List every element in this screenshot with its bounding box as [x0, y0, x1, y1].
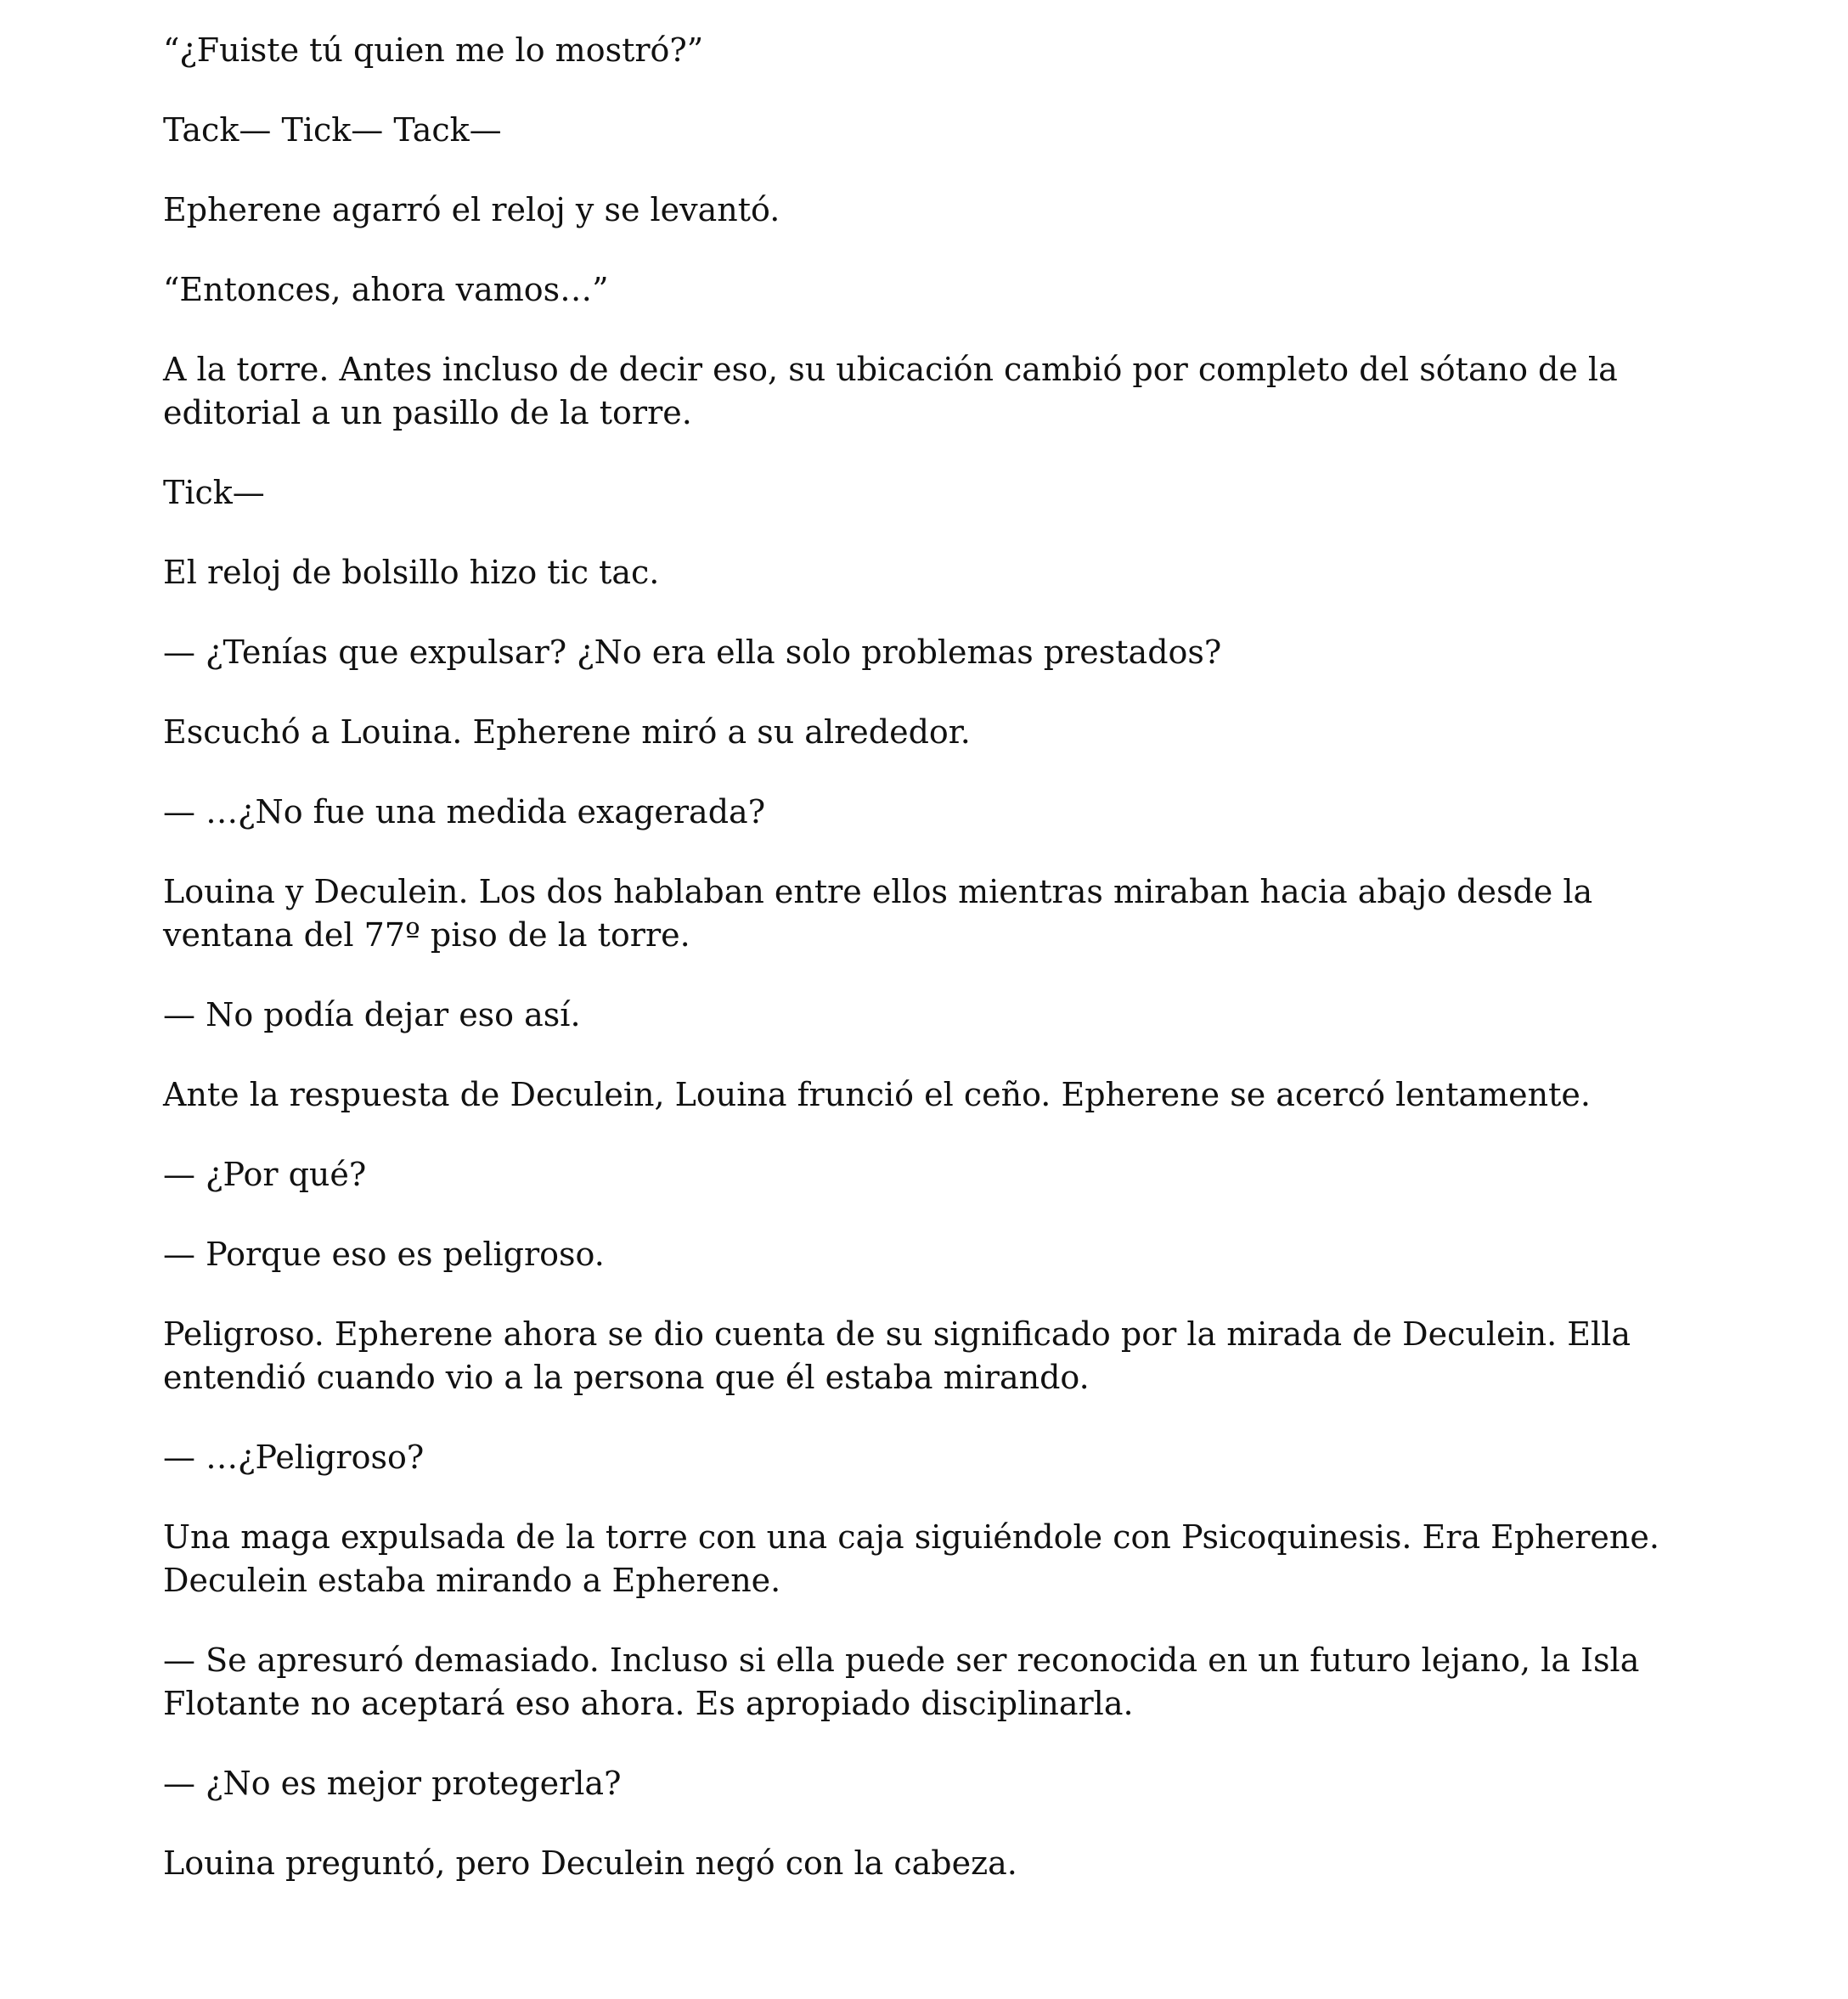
paragraph-14: — ¿Por qué? [163, 1156, 367, 1193]
paragraph-18: Una maga expulsada de la torre con una caja siguiéndole con Psicoquinesis. Era Epherene. Deculein estaba mirando a Epherene. [163, 1518, 1659, 1599]
paragraph-10: — …¿No fue una medida exagerada? [163, 793, 766, 831]
paragraph-20: — ¿No es mejor protegerla? [163, 1765, 622, 1802]
paragraph-15: — Porque eso es peligroso. [163, 1236, 605, 1273]
paragraph-16: Peligroso. Epherene ahora se dio cuenta de su significado por la mirada de Deculein. Ella entendió cuando vio a la persona que él estaba mirando. [163, 1315, 1631, 1396]
paragraph-6: Tick— [163, 474, 265, 511]
document-page [163, 29, 1692, 1922]
paragraph-2: Tack— Tick— Tack— [163, 111, 502, 149]
paragraph-11: Louina y Deculein. Los dos hablaban entre ellos mientras miraban hacia abajo desde la ventana del 77º piso de la torre. [163, 873, 1593, 954]
paragraph-8: — ¿Tenías que expulsar? ¿No era ella solo problemas prestados? [163, 633, 1222, 671]
paragraph-5: A la torre. Antes incluso de decir eso, su ubicación cambió por completo del sótano de la editorial a un pasillo de la torre. [163, 351, 1618, 431]
paragraph-4: “Entonces, ahora vamos…” [163, 271, 609, 308]
paragraph-19: — Se apresuró demasiado. Incluso si ella puede ser reconocida en un futuro lejano, la Isla Flotante no aceptará eso ahora. Es apropiado disciplinarla. [163, 1641, 1640, 1722]
paragraph-3: Epherene agarró el reloj y se levantó. [163, 191, 780, 228]
paragraph-12: — No podía dejar eso así. [163, 996, 581, 1033]
paragraph-21: Louina preguntó, pero Deculein negó con la cabeza. [163, 1844, 1017, 1882]
paragraph-9: Escuchó a Louina. Epherene miró a su alrededor. [163, 713, 971, 751]
paragraph-1: “¿Fuiste tú quien me lo mostró?” [163, 31, 704, 69]
paragraph-7: El reloj de bolsillo hizo tic tac. [163, 554, 660, 591]
paragraph-13: Ante la respuesta de Deculein, Louina frunció el ceño. Epherene se acercó lentamente. [163, 1076, 1591, 1113]
paragraph-17: — …¿Peligroso? [163, 1439, 425, 1476]
